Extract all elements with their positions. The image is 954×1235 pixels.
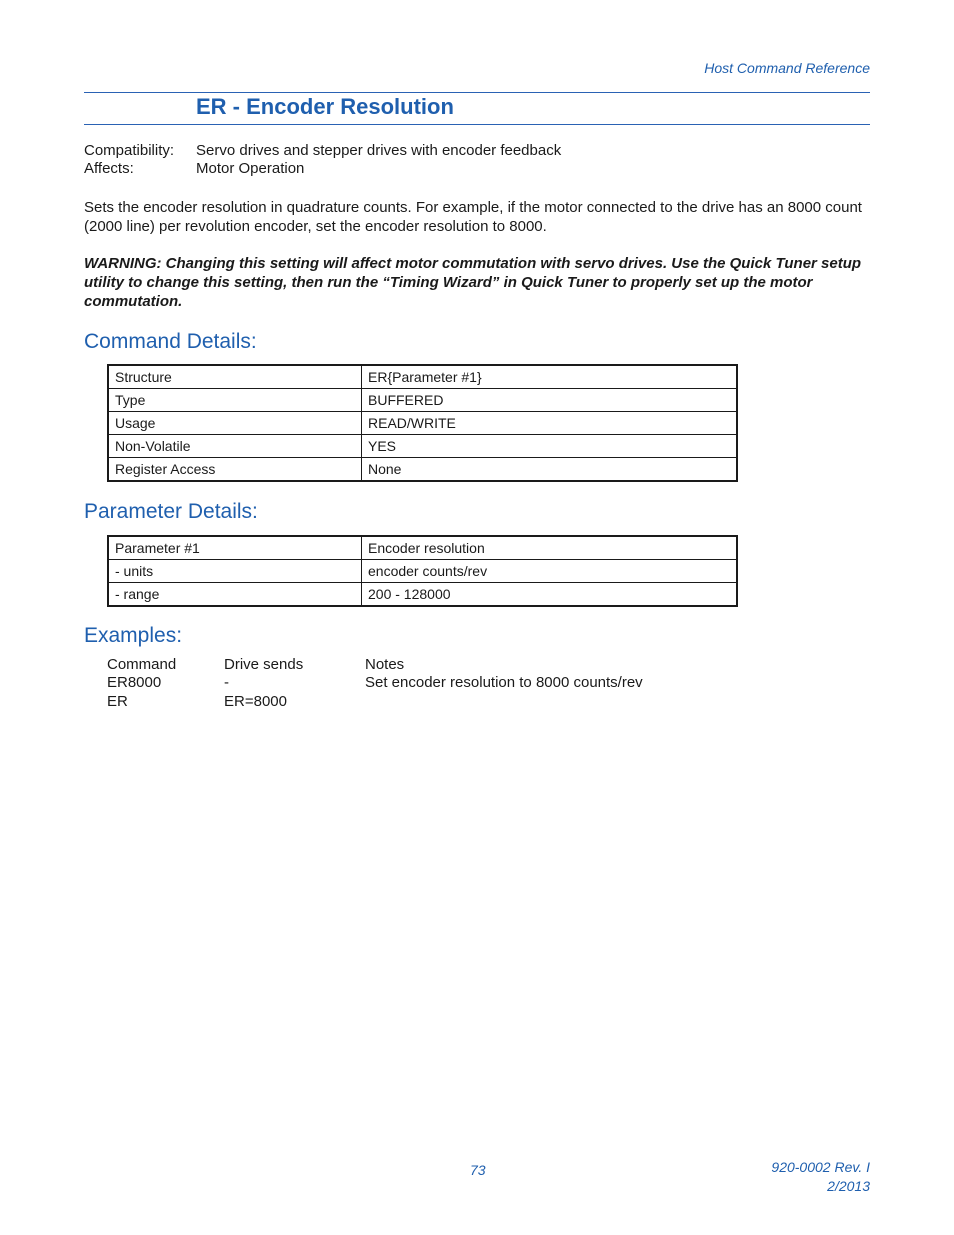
running-header: Host Command Reference bbox=[704, 60, 870, 76]
title-rule-bottom bbox=[84, 124, 870, 125]
example-notes: Set encoder resolution to 8000 counts/rev bbox=[365, 674, 643, 691]
command-detail-value: READ/WRITE bbox=[362, 412, 738, 435]
compatibility-label: Compatibility: bbox=[84, 142, 175, 159]
warning-note: WARNING: Changing this setting will affect motor commutation with servo drives. Use the Quick Tuner setup utility to change this setting, then run the “Timing Wizard” in Quick Tuner to properly set up the motor commutation. bbox=[84, 255, 862, 310]
table-row bbox=[108, 583, 737, 607]
examples-column-command: Command bbox=[107, 656, 177, 673]
examples-heading: Examples: bbox=[84, 624, 183, 647]
parameter-detail-key: Parameter #1 bbox=[108, 536, 362, 560]
command-details-heading: Command Details: bbox=[84, 330, 257, 353]
command-detail-value: BUFFERED bbox=[362, 389, 738, 412]
command-detail-value: ER{Parameter #1} bbox=[362, 365, 738, 389]
table-row bbox=[108, 458, 737, 482]
page-number: 73 bbox=[470, 1162, 486, 1178]
command-detail-key: Structure bbox=[108, 365, 362, 389]
command-details-table bbox=[107, 364, 738, 482]
example-command: ER8000 bbox=[107, 674, 162, 691]
command-detail-key: Type bbox=[108, 389, 362, 412]
document-date: 2/2013 bbox=[827, 1178, 870, 1194]
command-detail-key: Non-Volatile bbox=[108, 435, 362, 458]
table-row bbox=[108, 536, 737, 560]
parameter-detail-key: - range bbox=[108, 583, 362, 607]
table-row bbox=[108, 412, 737, 435]
parameter-detail-value: 200 - 128000 bbox=[362, 583, 738, 607]
parameter-detail-key: - units bbox=[108, 560, 362, 583]
example-command: ER bbox=[107, 693, 128, 710]
parameter-detail-value: Encoder resolution bbox=[362, 536, 738, 560]
example-drive-sends: - bbox=[224, 674, 229, 691]
command-detail-key: Register Access bbox=[108, 458, 362, 482]
title-rule-top bbox=[84, 92, 870, 93]
page-title: ER - Encoder Resolution bbox=[196, 94, 454, 119]
command-detail-value: None bbox=[362, 458, 738, 482]
table-row bbox=[108, 389, 737, 412]
parameter-details-table bbox=[107, 535, 738, 607]
examples-column-notes: Notes bbox=[365, 656, 405, 673]
description: Sets the encoder resolution in quadrature counts. For example, if the motor connected to the drive has an 8000 count (2000 line) per revolution encoder, set the encoder resolution to 8000. bbox=[84, 199, 862, 235]
affects-label: Affects: bbox=[84, 160, 134, 177]
parameter-details-heading: Parameter Details: bbox=[84, 500, 258, 523]
affects-value: Motor Operation bbox=[196, 160, 305, 177]
table-row bbox=[108, 560, 737, 583]
compatibility-value: Servo drives and stepper drives with encoder feedback bbox=[196, 142, 562, 159]
command-detail-key: Usage bbox=[108, 412, 362, 435]
table-row bbox=[108, 365, 737, 389]
command-detail-value: YES bbox=[362, 435, 738, 458]
table-row bbox=[108, 435, 737, 458]
examples-column-drive-sends: Drive sends bbox=[224, 656, 304, 673]
example-drive-sends: ER=8000 bbox=[224, 693, 287, 710]
parameter-detail-value: encoder counts/rev bbox=[362, 560, 738, 583]
document-number: 920-0002 Rev. I bbox=[771, 1159, 870, 1175]
